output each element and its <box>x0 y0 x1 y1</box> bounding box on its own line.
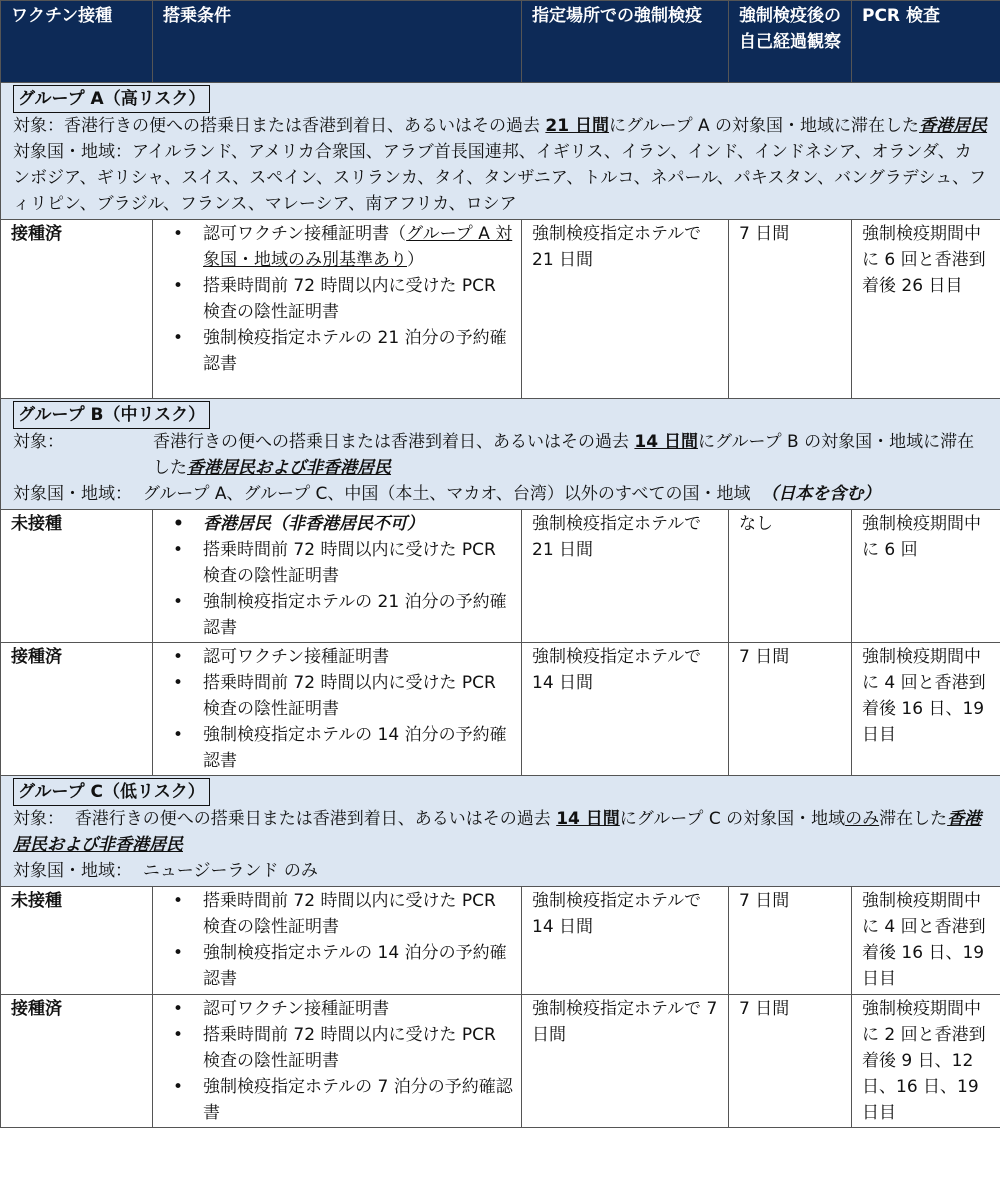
group-b-countries: 対象国・地域： グループ A、グループ C、中国（本土、マカオ、台湾）以外のすべての国・地域 （日本を含む） <box>13 484 881 504</box>
boarding-conditions <box>153 995 522 1128</box>
condition-item: • 強制検疫指定ホテルの 14 泊分の予約確認書 <box>163 722 515 774</box>
observation-cell: 7 日間 <box>729 643 852 776</box>
group-a-title: グループ A（高リスク） <box>13 85 210 113</box>
observation-cell: 7 日間 <box>729 887 852 995</box>
vaccination-status: 未接種 <box>1 887 153 995</box>
quarantine-cell: 強制検疫指定ホテルで 21 日間 <box>522 220 729 399</box>
condition-item: • 搭乗時間前 72 時間以内に受けた PCR 検査の陰性証明書 <box>163 537 515 589</box>
quarantine-cell: 強制検疫指定ホテルで 14 日間 <box>522 643 729 776</box>
condition-item: • 搭乗時間前 72 時間以内に受けた PCR 検査の陰性証明書 <box>163 670 515 722</box>
header-boarding-conditions: 搭乗条件 <box>153 1 522 83</box>
group-c-header <box>1 776 1000 887</box>
header-pcr: PCR 検査 <box>852 1 1000 83</box>
table-row <box>1 887 1000 995</box>
group-b-info <box>1 399 1000 510</box>
boarding-conditions <box>153 643 522 776</box>
header-quarantine: 指定場所での強制検疫 <box>522 1 729 83</box>
condition-item: • 認可ワクチン接種証明書 <box>163 644 515 670</box>
observation-cell: 7 日間 <box>729 995 852 1128</box>
condition-item: • 強制検疫指定ホテルの 21 泊分の予約確認書 <box>163 589 515 641</box>
boarding-conditions <box>153 220 522 399</box>
header-self-observation: 強制検疫後の自己経過観察 <box>729 1 852 83</box>
quarantine-cell: 強制検疫指定ホテルで 21 日間 <box>522 510 729 643</box>
table-row <box>1 995 1000 1128</box>
condition-item: • 搭乗時間前 72 時間以内に受けた PCR 検査の陰性証明書 <box>163 888 515 940</box>
condition-item: • 認可ワクチン接種証明書 <box>163 996 515 1022</box>
pcr-cell: 強制検疫期間中に 6 回 <box>852 510 1000 643</box>
vaccination-status: 接種済 <box>1 643 153 776</box>
group-c-info <box>1 776 1000 887</box>
group-c-target: 対象： 香港行きの便への搭乗日または香港到着日、あるいはその過去 14 日間にグループ C の対象国・地域のみ滞在した香港居民および非香港居民 <box>13 809 982 855</box>
condition-item: • 認可ワクチン接種証明書（グループ A 対象国・地域のみ別基準あり） <box>163 221 515 273</box>
condition-item: • 搭乗時間前 72 時間以内に受けた PCR 検査の陰性証明書 <box>163 1022 515 1074</box>
group-b-title: グループ B（中リスク） <box>13 401 210 429</box>
condition-item: • 搭乗時間前 72 時間以内に受けた PCR 検査の陰性証明書 <box>163 273 515 325</box>
boarding-conditions <box>153 887 522 995</box>
group-a-info <box>1 83 1000 220</box>
condition-item: • 香港居民（非香港居民不可） <box>163 511 515 537</box>
table-row <box>1 643 1000 776</box>
boarding-conditions <box>153 510 522 643</box>
vaccination-status: 接種済 <box>1 220 153 399</box>
vaccination-status: 接種済 <box>1 995 153 1128</box>
vaccination-status: 未接種 <box>1 510 153 643</box>
pcr-cell: 強制検疫期間中に 4 回と香港到着後 16 日、19 日目 <box>852 643 1000 776</box>
pcr-cell: 強制検疫期間中に 2 回と香港到着後 9 日、12 日、16 日、19 日目 <box>852 995 1000 1128</box>
header-vaccination: ワクチン接種 <box>1 1 153 83</box>
quarantine-cell: 強制検疫指定ホテルで 14 日間 <box>522 887 729 995</box>
observation-cell: なし <box>729 510 852 643</box>
group-c-title: グループ C（低リスク） <box>13 778 210 806</box>
condition-item: • 強制検疫指定ホテルの 14 泊分の予約確認書 <box>163 940 515 992</box>
group-c-countries: 対象国・地域： ニュージーランド のみ <box>13 861 318 881</box>
condition-item: • 強制検疫指定ホテルの 21 泊分の予約確認書 <box>163 325 515 377</box>
group-a-countries: 対象国・地域：アイルランド、アメリカ合衆国、アラブ首長国連邦、イギリス、イラン、インド、インドネシア、オランダ、カンボジア、ギリシャ、スイス、スペイン、スリランカ、タイ、タンザニア、トルコ、ネパール、パキスタン、バングラデシュ、フィリピン、ブラジル、フランス、マレーシア、南アフリカ、ロシア <box>13 142 987 214</box>
group-b-target: 対象： 香港行きの便への搭乗日または香港到着日、あるいはその過去 14 日間にグループ B の対象国・地域に滞在した香港居民および非香港居民 <box>13 432 975 478</box>
table-row <box>1 510 1000 643</box>
condition-item: • 強制検疫指定ホテルの 7 泊分の予約確認書 <box>163 1074 515 1126</box>
group-a-target: 対象：香港行きの便への搭乗日または香港到着日、あるいはその過去 21 日間にグループ A の対象国・地域に滞在した香港居民 <box>13 116 988 136</box>
pcr-cell: 強制検疫期間中に 6 回と香港到着後 26 日目 <box>852 220 1000 399</box>
observation-cell: 7 日間 <box>729 220 852 399</box>
table-row <box>1 220 1000 399</box>
group-a-header <box>1 83 1000 220</box>
group-b-header <box>1 399 1000 510</box>
table-header-row <box>1 1 1000 83</box>
quarantine-cell: 強制検疫指定ホテルで 7 日間 <box>522 995 729 1128</box>
pcr-cell: 強制検疫期間中に 4 回と香港到着後 16 日、19 日目 <box>852 887 1000 995</box>
